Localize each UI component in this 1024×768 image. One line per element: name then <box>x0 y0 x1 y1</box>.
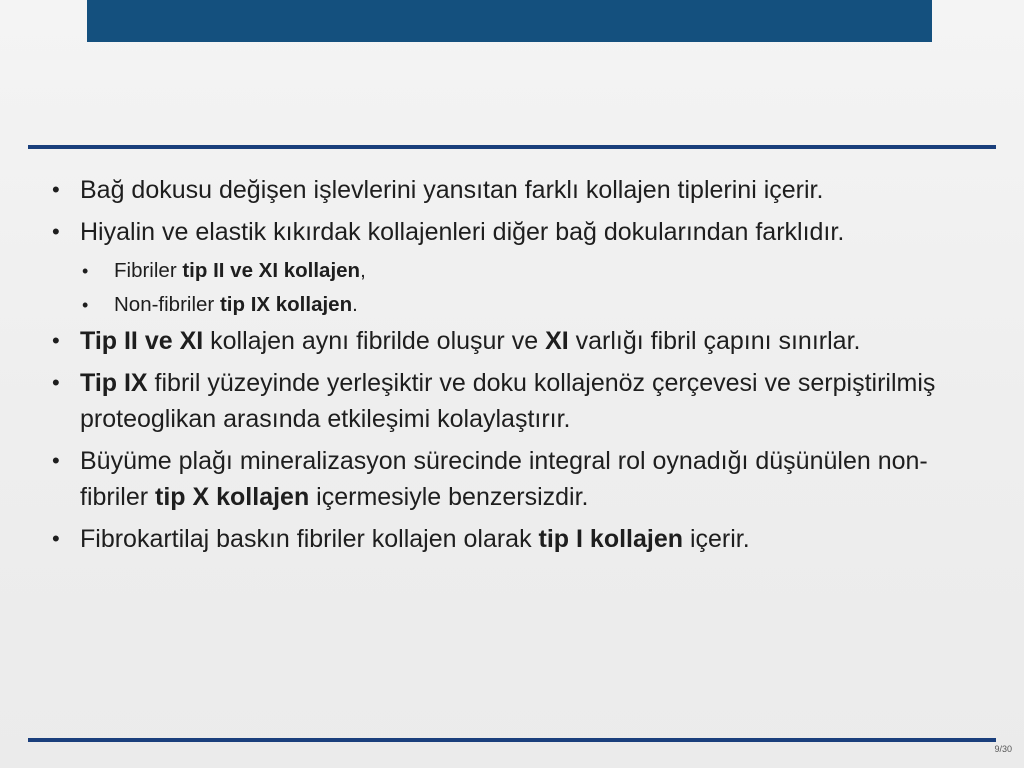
sub-bullet-text <box>114 259 366 282</box>
bullet-list <box>52 172 972 562</box>
bold-text: tip II ve XI kollajen <box>182 259 361 282</box>
bullet-dot-icon: • <box>52 177 60 202</box>
text-run: Hiyalin ve elastik kıkırdak kollajenleri diğer bağ dokularından farklıdır. <box>80 217 845 246</box>
bullet-dot-icon: • <box>52 218 60 244</box>
bullet-dot-icon: • <box>52 328 60 353</box>
bullet-dot-icon: • <box>52 447 60 473</box>
bottom-divider <box>28 738 996 742</box>
bold-text: tip I kollajen <box>538 524 684 553</box>
bullet-item <box>52 521 972 558</box>
bullet-item <box>52 365 972 438</box>
bullet-text <box>80 218 844 246</box>
bullet-text <box>80 369 935 434</box>
sub-bullet-item <box>52 255 972 287</box>
bold-text: tip X kollajen <box>155 483 310 511</box>
bullet-dot-icon: • <box>82 295 89 315</box>
text-run: Büyüme plağı mineralizasyon sürecinde integral rol oynadığı düşünülen non-fibriler <box>80 446 928 511</box>
bullet-dot-icon: • <box>82 261 89 281</box>
text-run: Non-fibriler <box>114 293 220 316</box>
bullet-item <box>52 172 972 209</box>
bullet-dot-icon: • <box>52 369 60 395</box>
bullet-text <box>80 447 928 512</box>
text-run: Fibrokartilaj baskın fibriler kollajen olarak <box>80 524 539 553</box>
text-run: içerir. <box>683 524 750 553</box>
text-run: Fibriler <box>114 259 183 282</box>
sub-bullet-item <box>52 289 972 321</box>
bold-text: Tip IX <box>80 368 148 397</box>
text-run: , <box>360 259 366 282</box>
bullet-text <box>80 525 750 553</box>
text-run: kollajen aynı fibrilde oluşur ve <box>203 327 546 355</box>
bullet-item <box>52 323 972 360</box>
page-number: 9/30 <box>994 744 1012 754</box>
main-list <box>52 172 972 557</box>
text-run: varlığı fibril çapını sınırlar. <box>568 327 861 355</box>
bold-text: tip IX kollajen <box>219 293 353 316</box>
bullet-item <box>52 443 972 516</box>
bold-text: XI <box>545 327 569 355</box>
top-divider <box>28 145 996 149</box>
bullet-text <box>80 327 860 355</box>
bullet-item <box>52 214 972 251</box>
text-run: içermesiyle benzersizdir. <box>309 483 589 511</box>
sub-bullet-text <box>114 293 358 316</box>
text-run: fibril yüzeyinde yerleşiktir ve doku kollajenöz çerçevesi ve serpiştirilmiş proteoglikan arasında etkileşimi kolaylaştırır. <box>80 368 936 433</box>
title-bar <box>87 0 932 42</box>
bullet-dot-icon: • <box>52 525 60 551</box>
bold-text: Tip II ve XI <box>80 327 204 355</box>
text-run: . <box>352 293 358 316</box>
text-run: Bağ dokusu değişen işlevlerini yansıtan farklı kollajen tiplerini içerir. <box>80 176 824 204</box>
bullet-text <box>80 176 823 204</box>
